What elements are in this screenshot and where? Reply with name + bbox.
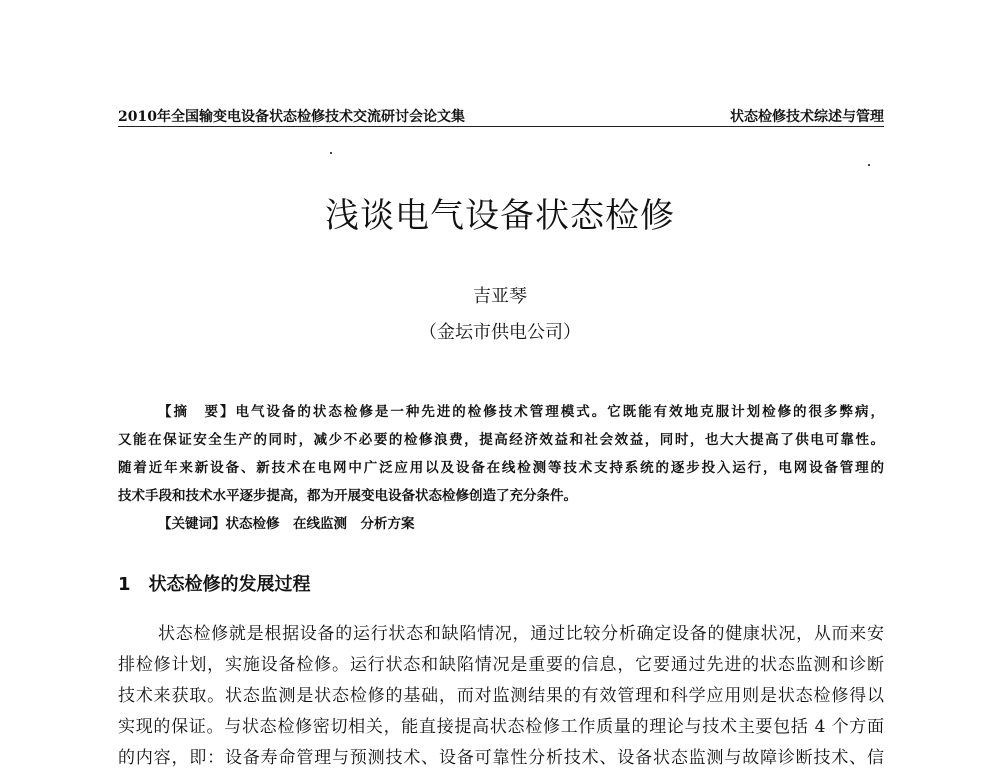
paper-title: 浅谈电气设备状态检修 [325, 196, 675, 236]
keywords [118, 512, 884, 532]
abstract-line: 【摘 要】电气设备的状态检修是一种先进的检修技术管理模式。它既能有效地克服计划检修的很多弊病， [158, 404, 885, 420]
running-header [118, 104, 884, 127]
keywords-label: 【关键词】 [158, 516, 226, 532]
body-line: 实现的保证。与状态检修密切相关，能直接提高状态检修工作质量的理论与技术主要包括 4 个方面 [118, 717, 884, 737]
abstract-line: 随着近年来新设备、新技术在电网中广泛应用以及设备在线检测等技术支持系统的逐步投入运行，电网设备管理的 [118, 460, 884, 476]
header-proceedings-title: 2010年全国输变电设备状态检修技术交流研讨会论文集 [118, 109, 465, 125]
section-number: 1 [118, 574, 131, 595]
section-title: 状态检修的发展过程 [148, 574, 311, 595]
abstract-label: 【摘 要】 [158, 404, 236, 420]
keyword: 状态检修 [225, 516, 280, 532]
header-section-title: 状态检修技术综述与管理 [730, 109, 884, 125]
affiliation: （金坛市供电公司） [419, 322, 581, 343]
abstract-line: 又能在保证安全生产的同时，减少不必要的检修浪费，提高经济效益和社会效益，同时，也大大提高了供电可靠性。 [118, 432, 884, 448]
body-line: 的内容，即：设备寿命管理与预测技术、设备可靠性分析技术、设备状态监测与故障诊断技术、信 [118, 748, 884, 768]
body-line: 状态检修就是根据设备的运行状态和缺陷情况，通过比较分析确定设备的健康状况，从而来安 [158, 624, 884, 644]
scan-speck [868, 164, 870, 166]
section-heading [118, 570, 311, 596]
author: 吉亚琴 [473, 286, 527, 307]
scan-speck [330, 152, 332, 154]
body-line: 技术来获取。状态监测是状态检修的基础，而对监测结果的有效管理和科学应用则是状态检修得以 [118, 686, 884, 706]
keyword: 分析方案 [360, 516, 415, 532]
body-line: 排检修计划，实施设备检修。运行状态和缺陷情况是重要的信息，它要通过先进的状态监测和诊断 [118, 655, 884, 675]
abstract-line: 技术手段和技术水平逐步提高，都为开展变电设备状态检修创造了充分条件。 [118, 488, 577, 504]
keyword: 在线监测 [293, 516, 347, 532]
